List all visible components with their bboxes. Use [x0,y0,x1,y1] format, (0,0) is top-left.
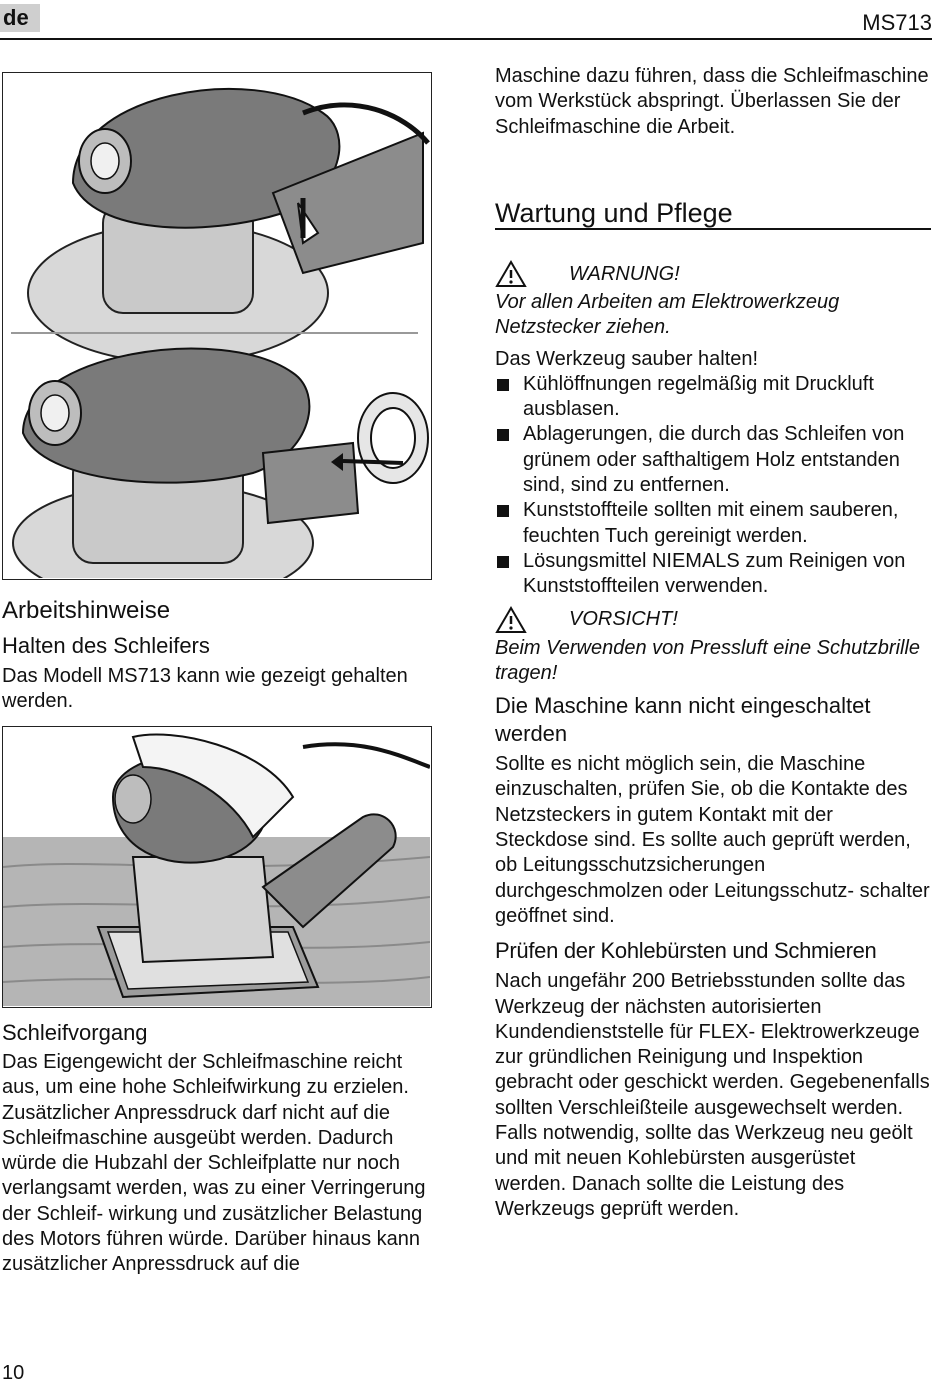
caution-triangle-icon [495,606,527,634]
heading-schleifvorgang: Schleifvorgang [2,1020,148,1045]
heading-kohlebuersten: Prüfen der Kohlebürsten und Schmieren [495,938,877,964]
figure-sander-in-use [2,726,432,1008]
sander-on-wood-illustration [3,727,430,1006]
warning-text: Vor allen Arbeiten am Elektrowerkzeug Netzstecker ziehen. [495,291,840,339]
caution-label: VORSICHT! [569,608,678,631]
warning-triangle-icon [495,260,527,288]
list-item: Lösungsmittel NIEMALS zum Reinigen von Kunststoffteilen verwenden. [495,549,931,600]
heading-arbeitshinweise: Arbeitshinweise [2,597,171,624]
paragraph-continued: Maschine dazu führen, dass die Schleifmaschine vom Werkstück abspringt. Überlassen Sie der Schleifmaschine die Arbeit. [495,65,929,138]
section-rule [495,228,931,230]
warning-label: WARNUNG! [569,262,680,285]
paragraph-kohlebuersten: Nach ungefähr 200 Betriebsstunden sollte das Werkzeug der nächsten autorisierten Kundendienststelle für FLEX- Elektrowerkzeuge zur gründlichen Reinigung und Inspektion gebracht oder geschickt werden. Gegebenenfalls sollten Verschleißteile ausgewechselt werden. Falls notwendig, sollte das Werkzeug neu geölt und mit neuen Kohlebürsten ausgerüstet werden. Danach sollte die Leistung des Werkzeugs geprüft werden. [495,970,930,1220]
caution-text: Beim Verwenden von Pressluft eine Schutzbrille tragen! [495,636,921,684]
list-item: Kunststoffteile sollten mit einem sauberen, feuchten Tuch gereinigt werden. [495,498,931,549]
list-item: Ablagerungen, die durch das Schleifen von grünem oder safthaltigem Holz entstanden sind, sind zu entfernen. [495,422,931,498]
header-rule [0,38,932,40]
list-item: Kühlöffnungen regelmäßig mit Druckluft ausblasen. [495,372,931,423]
model-label: MS713 [862,10,932,35]
paragraph-nicht-einschaltbar: Sollte es nicht möglich sein, die Maschine einzuschalten, prüfen Sie, ob die Kontakte des Netzsteckers in gutem Kontakt mit der Steckdose sind. Es sollte auch geprüft werden, ob Leitungsschutzsicherungen durchgeschmolzen oder Leitungsschutz- schalter geöffnet sind. [495,753,930,927]
heading-sauber-halten: Das Werkzeug sauber halten! [495,347,759,370]
figure-dust-port [2,72,432,580]
section-title-wartung: Wartung und Pflege [495,198,733,228]
maintenance-list [495,372,931,600]
paragraph-halten: Das Modell MS713 kann wie gezeigt gehalten werden. [2,665,408,713]
page-number: 10 [2,1362,25,1384]
language-badge: de [0,4,40,32]
paragraph-schleifvorgang: Das Eigengewicht der Schleifmaschine reicht aus, um eine hohe Schleifwirkung zu erzielen. Zusätzlicher Anpressdruck darf nicht auf die Schleifmaschine ausgeübt werden. Dadurch würde die Hubzahl der Schleifplatte nur noch verlangsamt werden, was zu einer Verringerung der Schleif- wirkung und zusätzlicher Belastung des Motors führen würde. Darüber hinaus kann zusätzlicher Anpressdruck auf die [2,1051,426,1276]
warning-row [495,258,931,290]
caution-row [495,604,931,636]
heading-halten: Halten des Schleifers [2,633,210,658]
heading-nicht-einschaltbar: Die Maschine kann nicht eingeschaltet werden [495,693,871,747]
sander-dust-port-illustration [3,73,430,578]
